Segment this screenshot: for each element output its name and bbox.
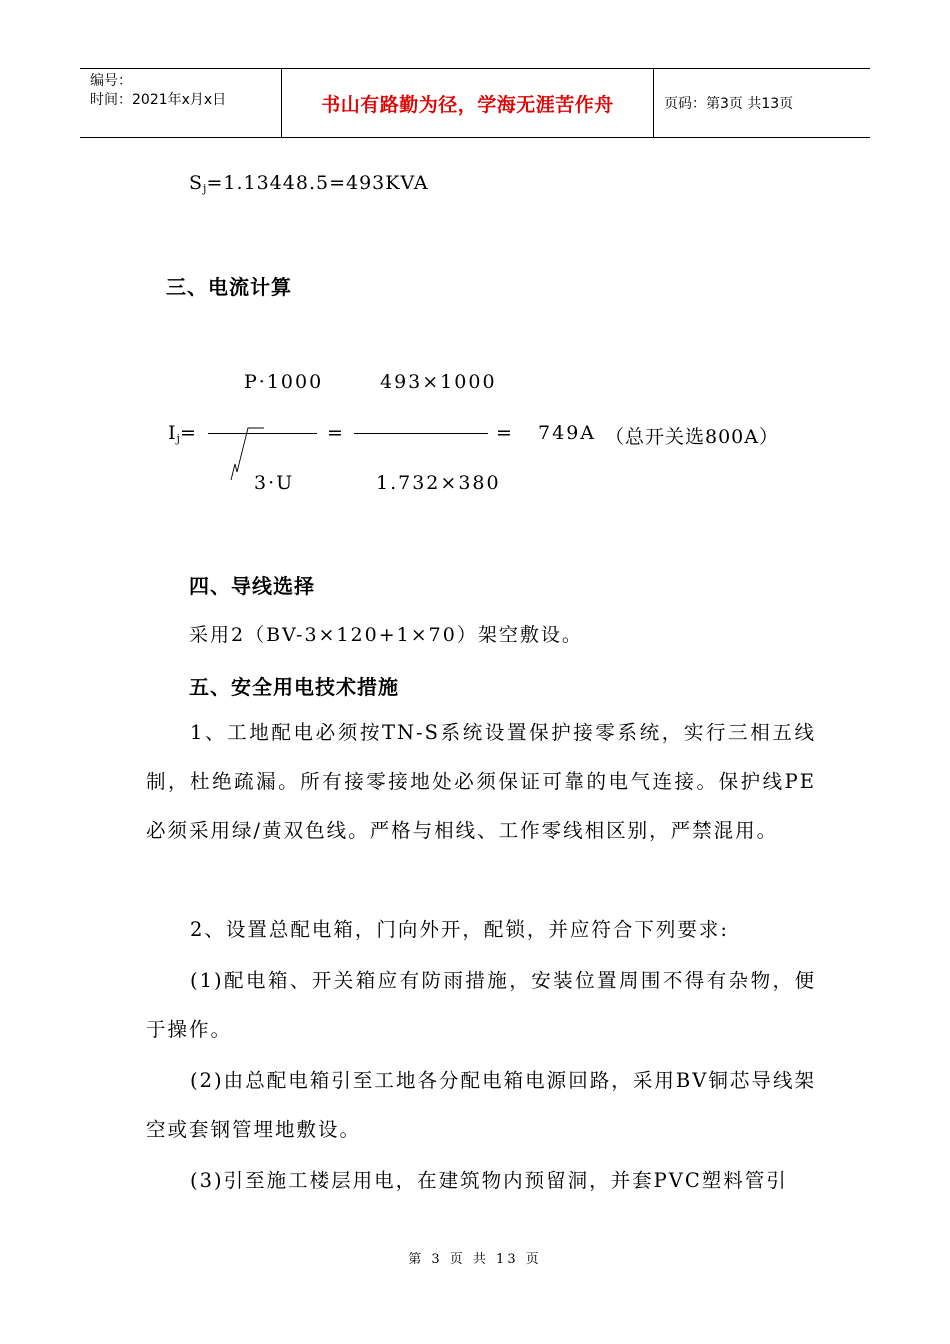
paragraph-4: (2)由总配电箱引至工地各分配电箱电源回路，采用BV铜芯导线架空或套钢管埋地敷设。 (146, 1069, 816, 1141)
fraction-bar-right (354, 433, 488, 434)
header-info-cell (80, 69, 282, 137)
formula-numerator-left: P·1000 (244, 371, 324, 393)
paragraph-1: 1、工地配电必须按TN-S系统设置保护接零系统，实行三相五线制，杜绝疏漏。所有接零接地处必须保证可靠的电气连接。保护线PE必须采用绿/黄双色线。严格与相线、工作零线相区别，严禁混用。 (146, 721, 816, 842)
formula-denominator-right: 1.732×380 (376, 472, 501, 494)
paragraph-5: (3)引至施工楼层用电，在建筑物内预留洞，并套PVC塑料管引 (190, 1169, 788, 1192)
formula-result: = 749A (496, 422, 597, 444)
section-4-body: 采用2（BV-3×120+1×70）架空敷设。 (189, 624, 583, 646)
page-header (80, 68, 870, 138)
section-5-heading: 五、安全用电技术措施 (189, 675, 399, 699)
formula-denominator-left: 3·U (254, 472, 295, 494)
apparent-power-formula: $S_j=1.13448.5=493KVA$ (189, 172, 429, 195)
formula-lhs: $I_j=$ (168, 422, 197, 445)
header-motto: 书山有路勤为径，学海无涯苦作舟 (282, 69, 654, 137)
paragraph-2: 2、设置总配电箱，门向外开，配锁，并应符合下列要求: (190, 918, 729, 941)
section-4-heading: 四、导线选择 (189, 574, 315, 598)
page-footer: 第 3 页 共 13 页 (408, 1252, 542, 1267)
formula-mid-equals: = (327, 422, 344, 444)
section-3-heading: 三、电流计算 (166, 275, 292, 299)
document-date: 时间：2021年x月x日 (90, 92, 227, 108)
header-page-info: 页码：第3页 共13页 (664, 96, 794, 112)
document-number-label: 编号： (90, 73, 132, 89)
formula-note: （总开关选800A） (605, 426, 779, 448)
formula-numerator-right: 493×1000 (380, 371, 497, 393)
paragraph-3: (1)配电箱、开关箱应有防雨措施，安装位置周围不得有杂物，便于操作。 (146, 969, 816, 1041)
